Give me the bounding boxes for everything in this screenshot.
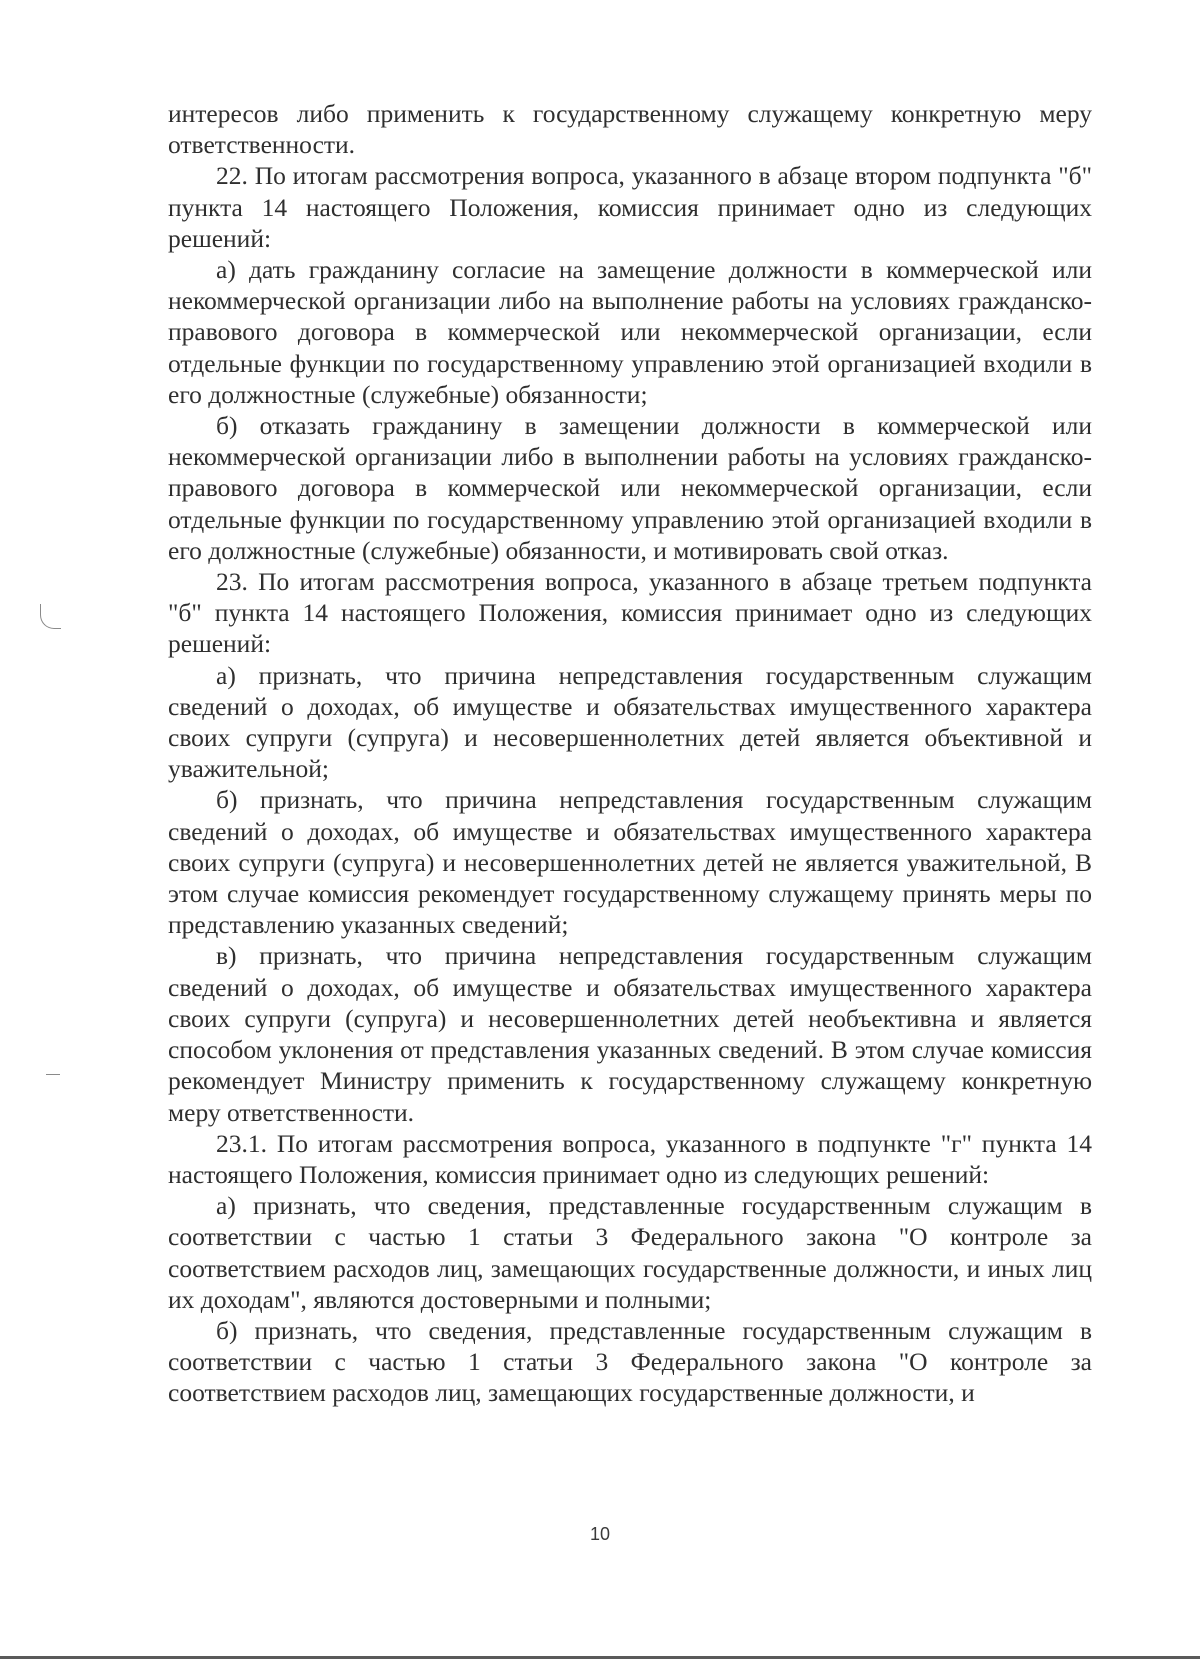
paragraph-22-b: б) отказать гражданину в замещении должности в коммерческой или некоммерческой организации либо в выполнении работы на условиях гражданско-правового договора в коммерческой или некоммерческой организации, если отдельные функции по государственному управлению этой организацией входили в его должностные (служебные) обязанности, и мотивировать свой отказ. [168,411,1092,565]
paragraph-23: 23. По итогам рассмотрения вопроса, указанного в абзаце третьем подпункта "б" пункта 14 настоящего Положения, комиссия принимает одно из следующих решений: [168,567,1092,659]
paragraph-23-a: а) признать, что причина непредставления государственным служащим сведений о доходах, об имуществе и обязательствах имущественного характера своих супруги (супруга) и несовершеннолетних детей является объективной и уважительной; [168,660,1092,784]
paragraph-23-v: в) признать, что причина непредставления государственным служащим сведений о доходах, об имуществе и обязательствах имущественного характера своих супруги (супруга) и несовершеннолетних детей необъективна и является способом уклонения от представления указанных сведений. В этом случае комиссия рекомендует Министру применить к государственному служащему конкретную меру ответственности. [168,941,1092,1127]
paragraph-23-1-a: а) признать, что сведения, представленные государственным служащим в соответствии с частью 1 статьи 3 Федерального закона "О контроле за соответствием расходов лиц, замещающих государственные должности, и иных лиц их доходам", являются достоверными и полными; [168,1191,1092,1314]
paragraph-23-1-b: б) признать, что сведения, представленные государственным служащим в соответствии с частью 1 статьи 3 Федерального закона "О контроле за соответствием расходов лиц, замещающих государственные должности, и [168,1315,1092,1408]
paragraph-continuation: интересов либо применить к государственному служащему конкретную меру ответственности. [168,99,1092,160]
paragraph-23-1: 23.1. По итогам рассмотрения вопроса, указанного в подпункте "г" пункта 14 настоящего Положения, комиссия принимает одно из следующих решений: [168,1128,1092,1189]
paragraph-22: 22. По итогам рассмотрения вопроса, указанного в абзаце втором подпункта "б" пункта 14 настоящего Положения, комиссия принимает одно из следующих решений: [168,161,1092,253]
scan-artifact-mark [46,1068,60,1075]
page-number: 10 [589,1524,611,1544]
scan-artifact-mark [40,604,61,629]
paragraph-22-a: а) дать гражданину согласие на замещение должности в коммерческой или некоммерческой организации либо на выполнение работы на условиях гражданско-правового договора в коммерческой или некоммерческой организации, если отдельные функции по государственному управлению этой организацией входили в его должностные (служебные) обязанности; [168,255,1092,409]
paragraph-23-b: б) признать, что причина непредставления государственным служащим сведений о доходах, об имуществе и обязательствах имущественного характера своих супруги (супруга) и несовершеннолетних детей не является уважительной, В этом случае комиссия рекомендует государственному служащему принять меры по представлению указанных сведений; [168,785,1092,940]
scan-bottom-edge [0,1656,1200,1659]
document-body [168,98,1092,1409]
